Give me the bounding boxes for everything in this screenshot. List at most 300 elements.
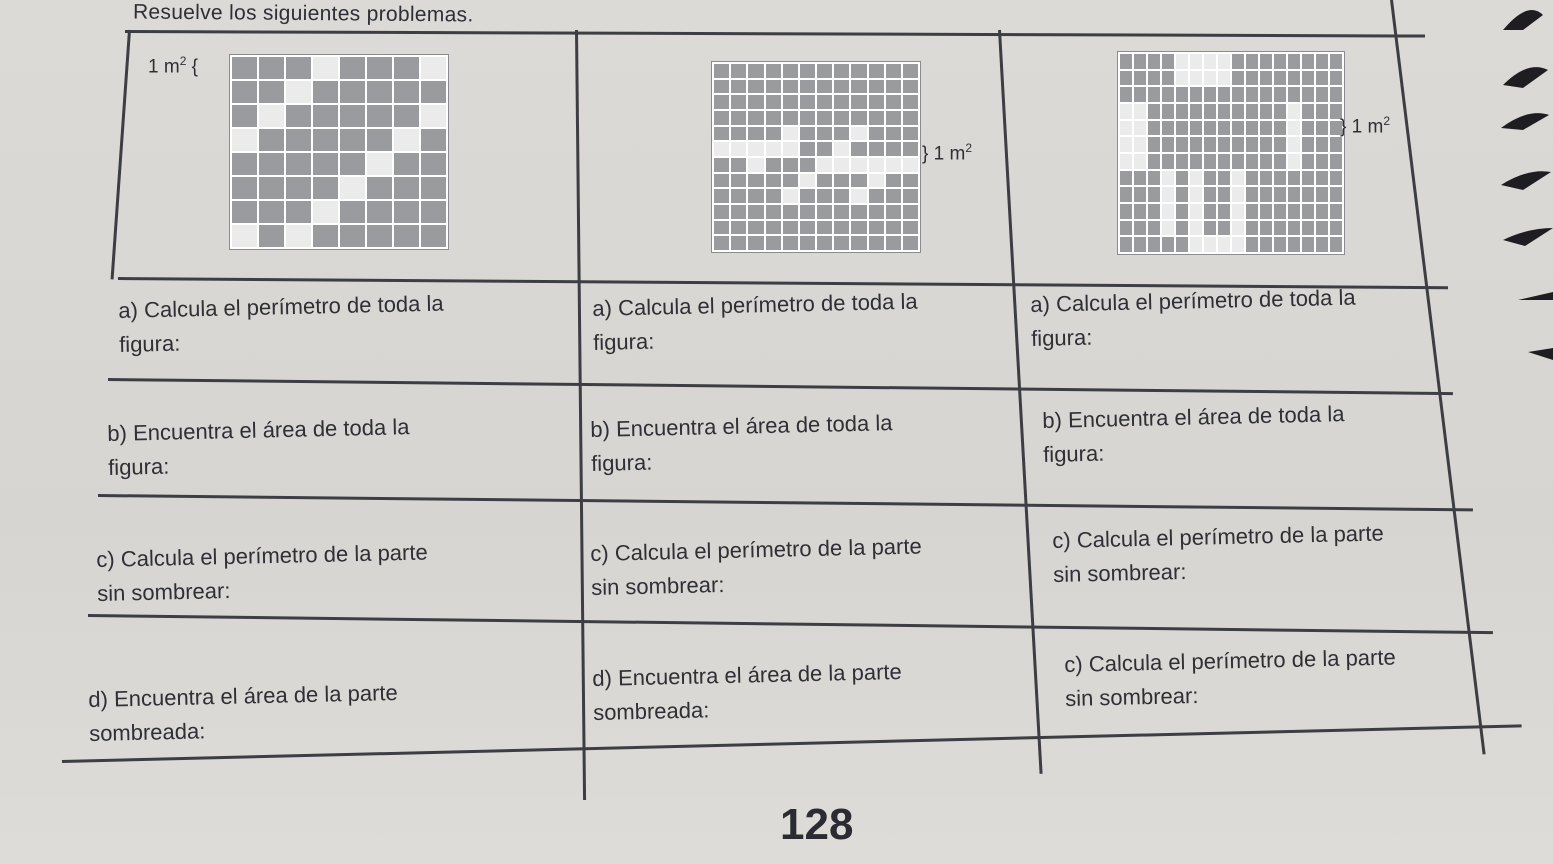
grid-square [1260,171,1272,186]
grid-square [340,129,365,151]
grid-square [1316,154,1328,169]
grid-square [1232,87,1244,102]
grid-square [783,174,798,188]
grid-square [1260,237,1272,252]
grid-square [340,57,365,79]
grid-square [1162,187,1174,202]
grid-square [232,105,257,127]
table-row-divider [108,378,1453,395]
grid-square [817,158,832,172]
grid-square [1148,171,1160,186]
grid-square [1246,171,1258,186]
grid-square [1260,221,1272,236]
grid-square [851,80,866,94]
grid-square [1190,54,1202,69]
grid-square [748,95,763,109]
grid-square [394,81,419,103]
grid-square [1176,154,1188,169]
grid-square [748,158,763,172]
grid-square [1190,87,1202,102]
grid-square [1134,104,1146,119]
grid-square [800,158,815,172]
grid-square [783,80,798,94]
grid-square [783,127,798,141]
grid-square [1204,171,1216,186]
grid-square [1232,204,1244,219]
grid-square [869,236,884,250]
grid-square [1330,71,1342,86]
grid-square [1274,54,1286,69]
question-col3-c: c) Calcula el perímetro de la parte sin sombrear: [1052,520,1384,587]
grid-square [340,225,365,247]
grid-square [1162,221,1174,236]
grid-square [313,129,338,151]
grid-square [1330,187,1342,202]
grid-square [1176,87,1188,102]
grid-square [748,80,763,94]
grid-square [1288,54,1300,69]
grid-square [783,205,798,219]
grid-square [1134,187,1146,202]
grid-square [1218,237,1230,252]
grid-square [748,142,763,156]
grid-square [1232,104,1244,119]
grid-square [851,142,866,156]
grid-square [232,57,257,79]
unit-text: 1 m [933,143,966,165]
question-col1-c: c) Calcula el perímetro de la parte sin sombrear: [96,539,428,606]
grid-square [1134,237,1146,252]
grid-square [714,127,729,141]
binding-ring [1503,228,1553,246]
binding-ring [1501,113,1549,130]
grid-square [1204,187,1216,202]
grid-square [1288,187,1300,202]
grid-square [1134,221,1146,236]
grid-square [1120,54,1132,69]
grid-square [834,95,849,109]
grid-square [869,174,884,188]
grid-square [1218,204,1230,219]
table-top-line [125,30,1425,38]
grid-square [869,127,884,141]
grid-square [869,142,884,156]
grid-square [367,153,392,175]
figure-3-unit-label: } 1 $m^2$ [1340,114,1390,138]
grid-square [367,105,392,127]
grid-square [421,105,446,127]
grid-square [886,142,901,156]
grid-square [286,153,311,175]
grid-square [1204,137,1216,152]
grid-square [1176,171,1188,186]
grid-square [1232,121,1244,136]
grid-square [903,127,918,141]
grid-square [766,142,781,156]
grid-square [1190,221,1202,236]
grid-square [886,174,901,188]
grid-square [834,205,849,219]
grid-square [1302,187,1314,202]
grid-square [1232,137,1244,152]
grid-square [817,64,832,78]
grid-square [367,225,392,247]
table-right-border [1390,0,1486,755]
grid-square [903,111,918,125]
grid-square [1218,171,1230,186]
grid-square [903,174,918,188]
grid-square [903,142,918,156]
grid-square [1260,87,1272,102]
question-col3-a: a) Calcula el perímetro de toda la figura: [1030,284,1356,351]
grid-square [714,64,729,78]
grid-square [800,95,815,109]
grid-square [259,225,284,247]
grid-square [851,111,866,125]
grid-square [766,111,781,125]
grid-square [1316,187,1328,202]
grid-square [286,105,311,127]
grid-square [714,236,729,250]
grid-square [1302,171,1314,186]
grid-square [1148,137,1160,152]
grid-square [286,129,311,151]
grid-square [1260,187,1272,202]
unit-exponent: 2 [179,54,187,68]
grid-square [1190,187,1202,202]
grid-square [1176,221,1188,236]
grid-square [1176,137,1188,152]
grid-square [748,189,763,203]
grid-square [1190,71,1202,86]
grid-square [817,221,832,235]
grid-square [421,57,446,79]
grid-square [783,236,798,250]
grid-square [817,80,832,94]
page-number: 128 [780,800,854,849]
grid-square [259,81,284,103]
grid-square [714,142,729,156]
grid-square [1204,104,1216,119]
grid-square [800,189,815,203]
grid-square [1162,171,1174,186]
grid-square [232,225,257,247]
grid-square [834,127,849,141]
grid-square [817,127,832,141]
table-left-border [111,30,131,280]
grid-square [1148,87,1160,102]
grid-square [313,153,338,175]
grid-square [1148,121,1160,136]
grid-square [800,64,815,78]
grid-square [714,111,729,125]
grid-square [817,236,832,250]
grid-square [1316,171,1328,186]
question-col2-c: c) Calcula el perímetro de la parte sin sombrear: [590,533,922,600]
grid-square [1134,71,1146,86]
grid-square [1218,137,1230,152]
grid-square [313,81,338,103]
grid-square [869,158,884,172]
unit-exponent: 2 [965,141,972,155]
grid-square [783,111,798,125]
grid-square [286,177,311,199]
grid-square [1232,221,1244,236]
grid-square [903,205,918,219]
grid-square [421,153,446,175]
grid-square [869,189,884,203]
grid-square [1274,87,1286,102]
grid-square [421,129,446,151]
grid-square [1162,137,1174,152]
grid-square [1260,154,1272,169]
grid-square [1162,154,1174,169]
grid-square [766,205,781,219]
unit-text: 1 m [148,56,180,78]
grid-square [731,142,746,156]
grid-square [834,236,849,250]
grid-square [1288,154,1300,169]
grid-square [886,236,901,250]
grid-square [748,221,763,235]
grid-square [886,189,901,203]
grid-square [394,57,419,79]
grid-square [367,177,392,199]
grid-square [1330,237,1342,252]
grid-square [1260,54,1272,69]
grid-square [714,158,729,172]
grid-square [1302,121,1314,136]
grid-square [783,221,798,235]
grid-square [1190,171,1202,186]
grid-square [1274,221,1286,236]
unit-text: 1 m [1351,116,1384,138]
grid-square [1274,104,1286,119]
spiral-binding [1483,0,1553,420]
grid-square [1232,171,1244,186]
grid-square [1232,71,1244,86]
question-col1-b: b) Encuentra el área de toda la figura: [107,414,410,480]
binding-ring [1501,171,1551,190]
grid-square [886,127,901,141]
grid-square [834,111,849,125]
grid-square [1176,204,1188,219]
grid-square [340,105,365,127]
grid-square [714,95,729,109]
grid-square [1330,87,1342,102]
grid-square [1260,104,1272,119]
grid-square [731,158,746,172]
grid-square [1190,137,1202,152]
grid-square [1148,54,1160,69]
grid-square [1288,137,1300,152]
grid-square [1120,237,1132,252]
grid-square [1232,237,1244,252]
grid-square [340,81,365,103]
grid-square [1288,237,1300,252]
grid-square [1316,54,1328,69]
grid-square [731,64,746,78]
grid-square [1330,54,1342,69]
grid-square [851,64,866,78]
grid-square [731,205,746,219]
grid-square [800,111,815,125]
grid-square [869,205,884,219]
figure-1-unit-label: 1 $m^2$ { [148,54,198,78]
question-col3-b: b) Encuentra el área de toda la figura: [1042,401,1345,467]
grid-square [1162,121,1174,136]
grid-square [766,236,781,250]
grid-square [1218,104,1230,119]
grid-square [1134,154,1146,169]
grid-square [1330,137,1342,152]
grid-square [1288,171,1300,186]
grid-square [903,158,918,172]
grid-square [1204,87,1216,102]
grid-square [1190,237,1202,252]
question-col2-b: b) Encuentra el área de toda la figura: [590,410,893,476]
grid-square [800,236,815,250]
grid-square [1148,154,1160,169]
grid-square [748,205,763,219]
grid-square [394,177,419,199]
grid-square [766,127,781,141]
grid-square [851,158,866,172]
table-row-divider [88,614,1493,634]
grid-square [748,127,763,141]
grid-square [1176,104,1188,119]
grid-square [834,189,849,203]
grid-square [1316,87,1328,102]
grid-square [834,174,849,188]
grid-square [259,105,284,127]
grid-square [851,95,866,109]
grid-square [421,225,446,247]
grid-square [1134,204,1146,219]
grid-square [800,174,815,188]
grid-square [851,236,866,250]
table-column-divider [998,30,1043,774]
grid-square [1134,171,1146,186]
grid-square [394,105,419,127]
grid-square [232,201,257,223]
grid-square [1232,154,1244,169]
grid-square [340,201,365,223]
grid-square [1162,54,1174,69]
grid-square [903,64,918,78]
grid-square [834,80,849,94]
grid-square [714,80,729,94]
grid-square [394,153,419,175]
grid-square [903,236,918,250]
grid-square [1288,121,1300,136]
grid-square [1302,137,1314,152]
grid-square [1148,187,1160,202]
grid-square [903,95,918,109]
grid-square [1120,104,1132,119]
binding-ring [1503,67,1548,88]
grid-square [232,177,257,199]
grid-square [1232,54,1244,69]
grid-square [1218,87,1230,102]
grid-square [1246,104,1258,119]
grid-square [367,201,392,223]
grid-square [286,201,311,223]
grid-square [869,95,884,109]
grid-square [886,111,901,125]
grid-square [313,225,338,247]
grid-square [886,80,901,94]
question-col1-d: d) Encuentra el área de la parte sombreada: [88,679,399,746]
grid-square [714,174,729,188]
unit-exponent: 2 [1383,114,1390,128]
grid-square [1274,204,1286,219]
grid-square [1134,121,1146,136]
grid-square [1218,121,1230,136]
grid-square [1176,54,1188,69]
grid-square [1260,204,1272,219]
grid-square [851,205,866,219]
grid-square [232,129,257,151]
grid-square [766,64,781,78]
grid-square [1246,137,1258,152]
grid-square [731,95,746,109]
grid-square [1288,204,1300,219]
grid-square [1302,104,1314,119]
grid-square [259,201,284,223]
grid-square [1204,204,1216,219]
grid-square [817,95,832,109]
grid-square [731,236,746,250]
grid-square [1134,137,1146,152]
grid-square [800,80,815,94]
grid-square [1120,187,1132,202]
grid-square [886,158,901,172]
grid-square [286,57,311,79]
grid-square [766,174,781,188]
grid-square [421,201,446,223]
grid-square [1204,54,1216,69]
grid-square [1274,171,1286,186]
grid-square [714,189,729,203]
grid-square [1176,121,1188,136]
grid-square [286,81,311,103]
grid-square [340,177,365,199]
grid-square [1218,54,1230,69]
grid-square [903,221,918,235]
grid-square [783,64,798,78]
grid-square [1134,54,1146,69]
grid-square [1218,221,1230,236]
grid-square [731,80,746,94]
grid-square [1148,104,1160,119]
grid-square [1176,237,1188,252]
grid-square [1288,71,1300,86]
grid-square [259,177,284,199]
grid-square [367,129,392,151]
grid-square [748,236,763,250]
grid-square [851,174,866,188]
grid-square [1316,204,1328,219]
grid-square [1246,204,1258,219]
grid-square [1190,154,1202,169]
grid-square [766,80,781,94]
figure-1-grid [230,55,448,249]
grid-square [851,189,866,203]
grid-square [903,189,918,203]
grid-square [869,80,884,94]
grid-square [886,221,901,235]
